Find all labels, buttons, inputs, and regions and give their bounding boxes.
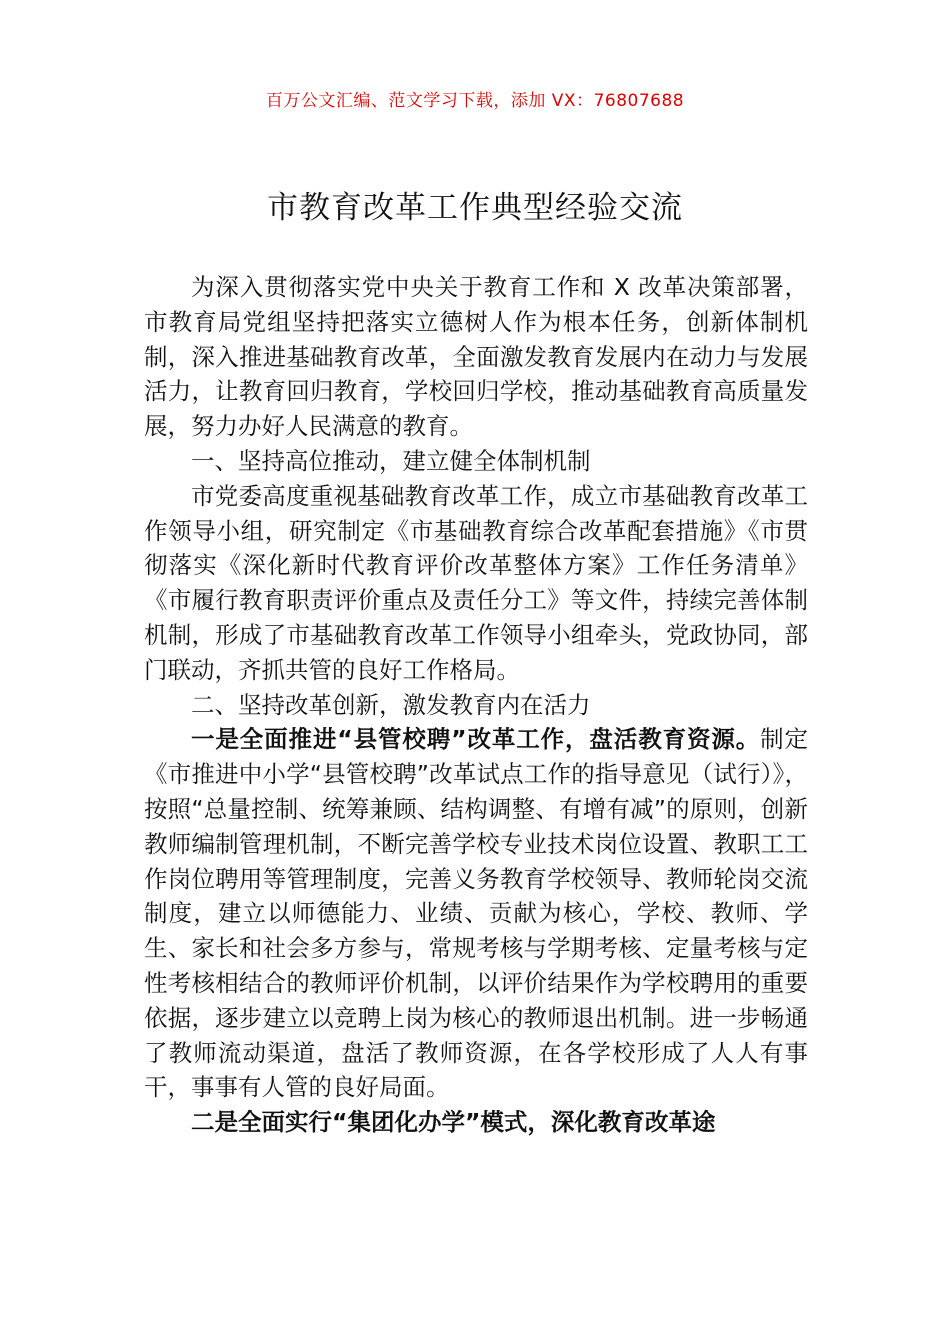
section2-item1-lead: 一是全面推进“县管校聘”改革工作，盘活教育资源。 <box>191 725 761 754</box>
header-watermark: 百万公文汇编、范文学习下载，添加 VX：76807688 <box>265 91 685 111</box>
section1-heading: 一、坚持高位推动，建立健全体制机制 <box>191 446 591 475</box>
intro-paragraph: 为深入贯彻落实党中央关于教育工作和 X 改革决策部署，市教育局党组坚持把落实立德树人作为根本任务，创新体制机制，深入推进基础教育改革，全面激发教育发展内在动力与发展活力，让教育回归教育，学校回归学校，推动基础教育高质量发展，努力办好人民满意的教育。 <box>144 273 808 441</box>
section2-item2-paragraph <box>144 1105 808 1140</box>
section2-item1-body: 制定《市推进中小学“县管校聘”改革试点工作的指导意见（试行）》，按照“总量控制、统筹兼顾、结构调整、有增有减”的原则，创新教师编制管理机制，不断完善学校专业技术岗位设置、教职工工作岗位聘用等管理制度，完善义务教育学校领导、教师轮岗交流制度，建立以师德能力、业绩、贡献为核心，学校、教师、学生、家长和社会多方参与，常规考核与学期考核、定量考核与定性考核相结合的教师评价机制，以评价结果作为学校聘用的重要依据，逐步建立以竞聘上岗为核心的教师退出机制。进一步畅通了教师流动渠道，盘活了教师资源，在各学校形成了人人有事干，事事有人管的良好局面。 <box>144 725 809 1102</box>
section1-paragraph: 市党委高度重视基础教育改革工作，成立市基础教育改革工作领导小组，研究制定《市基础教育综合改革配套措施》《市贯彻落实《深化新时代教育评价改革整体方案》工作任务清单》《市履行教育职责评价重点及责任分工》等文件，持续完善体制机制，形成了市基础教育改革工作领导小组牵头，党政协同，部门联动，齐抓共管的良好工作格局。 <box>144 481 808 684</box>
document-title: 市教育改革工作典型经验交流 <box>267 190 683 226</box>
section2-heading: 二、坚持改革创新，激发教育内在活力 <box>191 690 591 719</box>
section2-item2-lead: 二是全面实行“集团化办学”模式，深化教育改革途 <box>191 1108 716 1137</box>
section2-item1-paragraph <box>144 722 808 1105</box>
document-body <box>144 270 808 1140</box>
